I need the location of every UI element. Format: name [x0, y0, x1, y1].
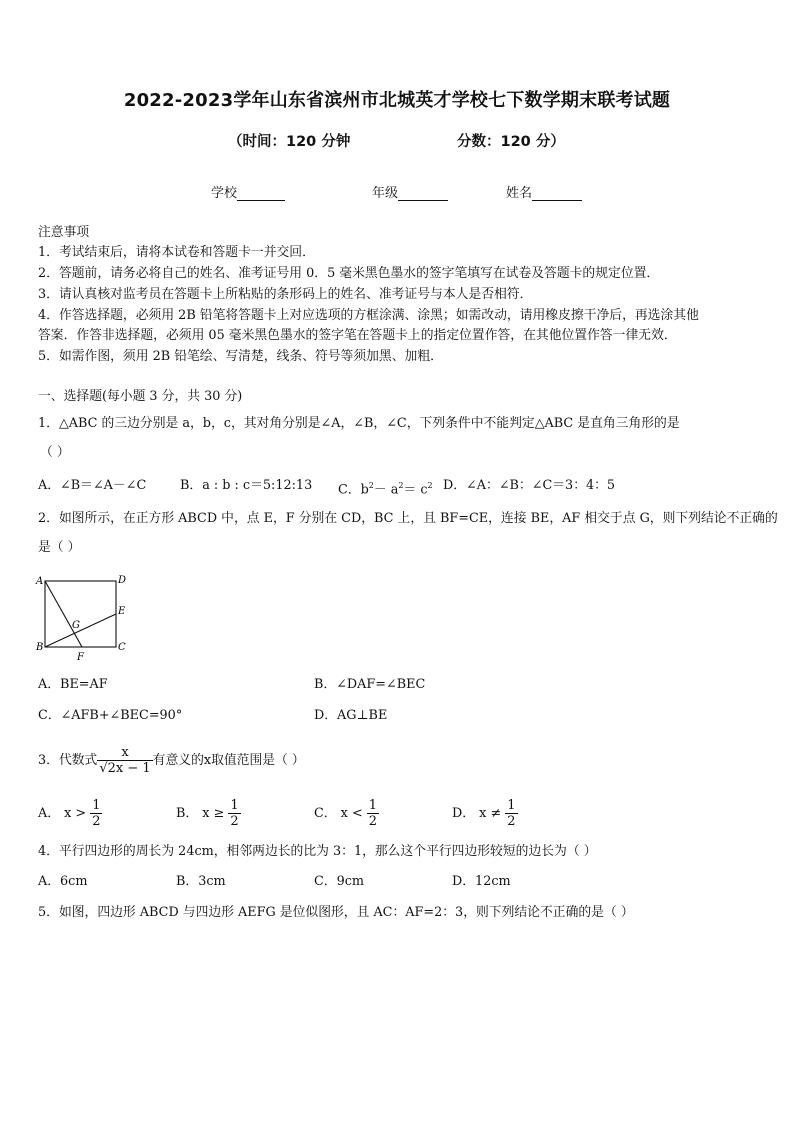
q4-option-d: D．12cm [452, 874, 511, 889]
q4-stem: 4．平行四边形的周长为 24cm，相邻两边长的比为 3：1，那么这个平行四边形较短的边长为（ ） [38, 844, 597, 859]
q4-option-b: B．3cm [176, 874, 226, 889]
label-g: G [72, 620, 80, 631]
grade-label: 年级 [372, 186, 399, 201]
q3-stem-post: 有意义的x取值范围是（ ） [152, 753, 305, 768]
label-c: C [118, 642, 126, 653]
q1-stem: 1．△ABC 的三边分别是 a，b，c，其对角分别是∠A，∠B，∠C，下列条件中不能判定△ABC 是直角三角形的是 [38, 416, 680, 431]
score-label: 分数：120 分） [457, 134, 565, 150]
q3-option-b [176, 794, 241, 834]
section-heading: 一、选择题(每小题 3 分，共 30 分) [38, 389, 243, 404]
frac-den: 2 [368, 814, 378, 829]
frac-num: 1 [230, 798, 239, 813]
q3-d-fraction [505, 798, 517, 829]
notice-heading: 注意事项 [38, 225, 90, 240]
school-blank [237, 186, 285, 201]
q2-option-a: A．BE=AF [38, 677, 108, 692]
q3-a-text: A． x > [38, 806, 87, 821]
q1-c-sup: 2 [398, 481, 404, 490]
q1-option-a: A．∠B＝∠A－∠C [38, 478, 147, 493]
q3-fraction [97, 745, 152, 776]
frac-den: 2 [230, 814, 239, 829]
frac-den: 2 [507, 814, 516, 829]
name-blank [532, 186, 582, 201]
q2-option-b: B．∠DAF=∠BEC [314, 677, 426, 692]
label-d: D [118, 575, 127, 586]
frac-den: 2 [92, 814, 101, 829]
school-field [211, 182, 285, 201]
notice-item: 1．考试结束后，请将本试卷和答题卡一并交回． [38, 245, 315, 260]
notice-item: 2．答题前，请务必将自己的姓名、准考证号用 0．5 毫米黑色墨水的签字笔填写在试卷及答题卡的规定位置． [38, 266, 660, 281]
q1-option-d: D．∠A：∠B：∠C＝3：4：5 [443, 478, 616, 493]
q4-option-c: C．9cm [314, 874, 365, 889]
q1-paren: （ ） [40, 445, 70, 460]
time-label: （时间：120 分钟 [228, 134, 351, 150]
grade-blank [398, 186, 448, 201]
q1-c-part: － a [373, 482, 399, 498]
school-label: 学校 [211, 186, 238, 201]
q2-option-c: C．∠AFB+∠BEC=90° [38, 708, 183, 723]
q3-frac-num: x [121, 745, 129, 760]
notice-item: 4．作答选择题，必须用 2B 铅笔将答题卡上对应选项的方框涂满、涂黑；如需改动，请用橡皮擦干净后，再选涂其他 [38, 308, 699, 323]
q3-b-text: B． x ≥ [176, 806, 225, 821]
square-figure [34, 572, 134, 664]
frac-num: 1 [368, 798, 378, 813]
q1-option-b: B．a : b : c＝5:12:13 [180, 478, 313, 493]
q2-stem-cont: 是（ ） [38, 540, 81, 555]
square-abcd [45, 581, 116, 647]
grade-field [372, 182, 448, 201]
segment-be [45, 614, 116, 647]
q3-b-fraction [228, 798, 240, 829]
q1-c-part: C．b [338, 482, 369, 498]
q3-option-c [314, 794, 379, 834]
q3-stem [38, 741, 305, 781]
q1-option-c [338, 476, 433, 500]
frac-num: 1 [92, 798, 101, 813]
q2-option-d: D．AG⊥BE [314, 708, 388, 723]
q1-c-part: ＝ c [403, 482, 428, 498]
q3-stem-pre: 3．代数式 [38, 753, 98, 768]
segment-af [45, 581, 82, 647]
q5-stem: 5．如图，四边形 ABCD 与四边形 AEFG 是位似图形，且 AC：AF=2：3，则下列结论不正确的是（ ） [38, 905, 634, 920]
q3-frac-den: √2x − 1 [99, 761, 151, 776]
q3-d-text: D． x ≠ [452, 806, 502, 821]
name-field [506, 182, 582, 201]
label-f: F [77, 652, 84, 663]
label-a: A [36, 576, 44, 587]
q2-stem: 2．如图所示，在正方形 ABCD 中，点 E，F 分别在 CD，BC 上，且 BF=CE，连接 BE，AF 相交于点 G，则下列结论不正确的 [38, 511, 778, 526]
q3-option-d [452, 794, 518, 834]
q3-a-fraction [90, 798, 102, 829]
notice-item: 答案．作答非选择题，必须用 05 毫米黑色墨水的签字笔在答题卡上的指定位置作答，在其他位置作答一律无效． [38, 328, 677, 343]
q3-c-text: C． x < [314, 806, 363, 821]
notice-item: 5．如需作图，须用 2B 铅笔绘、写清楚，线条、符号等须加黑、加粗． [38, 349, 443, 364]
q4-option-a: A．6cm [38, 874, 88, 889]
q1-c-sup: 2 [368, 481, 374, 490]
label-e: E [118, 606, 126, 617]
q3-c-fraction [367, 798, 379, 829]
q1-c-sup: 2 [427, 481, 433, 490]
q3-option-a [38, 794, 102, 834]
frac-num: 1 [507, 798, 516, 813]
exam-title: 2022-2023学年山东省滨州市北城英才学校七下数学期末联考试题 [123, 90, 671, 111]
label-b: B [36, 642, 44, 653]
notice-item: 3．请认真核对监考员在答题卡上所粘贴的条形码上的姓名、准考证号与本人是否相符． [38, 287, 533, 302]
name-label: 姓名 [506, 186, 533, 201]
